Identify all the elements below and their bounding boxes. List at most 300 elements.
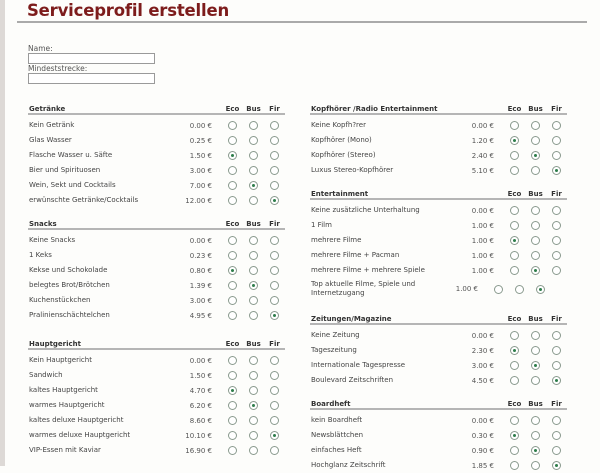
section-header	[28, 336, 285, 350]
option-price: 0.00 €	[471, 121, 494, 130]
radio-eco[interactable]	[228, 281, 237, 290]
option-row	[28, 263, 285, 278]
radio-bus[interactable]	[249, 121, 258, 130]
option-row	[28, 293, 285, 308]
radio-fir[interactable]	[270, 236, 279, 245]
option-price: 0.00 €	[189, 236, 212, 245]
radio-bus[interactable]	[249, 151, 258, 160]
option-price: 0.23 €	[189, 251, 212, 260]
column-header-fir: Fir	[269, 220, 280, 228]
radio-eco[interactable]	[228, 356, 237, 365]
radio-bus[interactable]	[531, 151, 540, 160]
radio-bus[interactable]	[531, 121, 540, 130]
radio-eco[interactable]	[228, 371, 237, 380]
radio-cell-fir	[546, 136, 567, 145]
radio-fir[interactable]	[270, 166, 279, 175]
radio-cell-fir	[264, 166, 285, 175]
radio-eco[interactable]	[228, 236, 237, 245]
radio-cell-bus	[243, 296, 264, 305]
radio-bus[interactable]	[249, 281, 258, 290]
option-price: 8.60 €	[189, 416, 212, 425]
radio-fir[interactable]	[552, 151, 561, 160]
radio-bus[interactable]	[249, 416, 258, 425]
radio-cell-bus	[509, 285, 530, 294]
radio-cell-bus	[525, 346, 546, 355]
radio-eco[interactable]	[510, 346, 519, 355]
radio-cell-bus	[525, 266, 546, 275]
column-header-eco: Eco	[507, 400, 522, 408]
page-title: Serviceprofil erstellen	[27, 1, 229, 20]
radio-fir[interactable]	[552, 206, 561, 215]
radio-eco[interactable]	[228, 136, 237, 145]
option-row	[28, 118, 285, 133]
radio-eco[interactable]	[228, 121, 237, 130]
radio-cell-bus	[525, 416, 546, 425]
radio-cell-eco	[222, 151, 243, 160]
radio-fir[interactable]	[552, 166, 561, 175]
radio-cell-fir	[546, 446, 567, 455]
radio-cell-fir	[546, 166, 567, 175]
radio-cell-bus	[525, 151, 546, 160]
radio-cell-eco	[504, 221, 525, 230]
section-header	[310, 311, 567, 325]
radio-eco[interactable]	[228, 431, 237, 440]
option-price: 1.00 €	[471, 221, 494, 230]
column-header-fir: Fir	[551, 315, 562, 323]
option-label: Pralinienschächtelchen	[29, 311, 110, 319]
radio-eco[interactable]	[510, 376, 519, 385]
radio-cell-bus	[243, 266, 264, 275]
radio-eco[interactable]	[510, 251, 519, 260]
option-row	[28, 193, 285, 208]
radio-cell-bus	[525, 236, 546, 245]
radio-bus[interactable]	[249, 266, 258, 275]
radio-fir[interactable]	[552, 236, 561, 245]
option-label: warmes Hauptgericht	[29, 401, 105, 409]
radio-cell-fir	[264, 401, 285, 410]
option-label: Newsblättchen	[311, 431, 364, 439]
radio-fir[interactable]	[552, 446, 561, 455]
option-price: 4.95 €	[189, 311, 212, 320]
radio-bus[interactable]	[531, 431, 540, 440]
option-price: 0.90 €	[471, 446, 494, 455]
option-row	[28, 133, 285, 148]
option-row	[310, 358, 567, 373]
radio-cell-bus	[243, 356, 264, 365]
option-label: kaltes Hauptgericht	[29, 386, 98, 394]
radio-eco[interactable]	[510, 361, 519, 370]
radio-eco[interactable]	[228, 166, 237, 175]
option-price: 0.80 €	[189, 266, 212, 275]
radio-fir[interactable]	[270, 151, 279, 160]
radio-fir[interactable]	[270, 311, 279, 320]
radio-cell-bus	[525, 361, 546, 370]
radio-bus[interactable]	[249, 431, 258, 440]
radio-eco[interactable]	[510, 206, 519, 215]
radio-cell-fir	[264, 416, 285, 425]
column-header-bus: Bus	[246, 340, 261, 348]
option-label: einfaches Heft	[311, 446, 362, 454]
section-header	[28, 216, 285, 230]
option-row	[310, 328, 567, 343]
option-price: 3.00 €	[471, 361, 494, 370]
radio-cell-eco	[504, 431, 525, 440]
radio-cell-fir	[546, 431, 567, 440]
option-label: Sandwich	[29, 371, 63, 379]
radio-fir[interactable]	[552, 361, 561, 370]
option-row	[28, 368, 285, 383]
radio-cell-fir	[546, 151, 567, 160]
option-label: mehrere Filme	[311, 236, 362, 244]
option-label: VIP-Essen mit Kaviar	[29, 446, 101, 454]
radio-cell-bus	[243, 181, 264, 190]
radio-eco[interactable]	[510, 236, 519, 245]
radio-eco[interactable]	[510, 136, 519, 145]
radio-bus[interactable]	[531, 416, 540, 425]
radio-cell-fir	[264, 311, 285, 320]
radio-bus[interactable]	[531, 236, 540, 245]
column-header-fir: Fir	[269, 340, 280, 348]
radio-cell-bus	[243, 431, 264, 440]
radio-cell-fir	[264, 266, 285, 275]
radio-eco[interactable]	[228, 296, 237, 305]
option-row	[28, 248, 285, 263]
radio-cell-bus	[243, 196, 264, 205]
radio-cell-eco	[504, 266, 525, 275]
radio-cell-eco	[222, 431, 243, 440]
radio-cell-bus	[525, 221, 546, 230]
radio-cell-fir	[264, 281, 285, 290]
radio-cell-bus	[525, 166, 546, 175]
option-row	[310, 443, 567, 458]
radio-bus[interactable]	[531, 251, 540, 260]
option-label: Kein Getränk	[29, 121, 75, 129]
section-header	[28, 101, 285, 115]
section-header	[310, 186, 567, 200]
radio-cell-eco	[222, 296, 243, 305]
radio-cell-eco	[504, 136, 525, 145]
radio-eco[interactable]	[228, 401, 237, 410]
option-label: Keine Kopfh?rer	[311, 121, 366, 129]
radio-eco[interactable]	[510, 151, 519, 160]
radio-cell-eco	[222, 196, 243, 205]
option-price: 1.00 €	[471, 266, 494, 275]
option-label: Internationale Tagespresse	[311, 361, 406, 369]
option-row	[28, 413, 285, 428]
section-title: Entertainment	[311, 190, 369, 198]
radio-bus[interactable]	[531, 446, 540, 455]
radio-fir[interactable]	[270, 281, 279, 290]
radio-eco[interactable]	[510, 166, 519, 175]
radio-cell-fir	[264, 371, 285, 380]
column-header-eco: Eco	[507, 105, 522, 113]
radio-fir[interactable]	[270, 296, 279, 305]
radio-cell-bus	[243, 446, 264, 455]
radio-bus[interactable]	[531, 346, 540, 355]
radio-bus[interactable]	[531, 221, 540, 230]
radio-fir[interactable]	[270, 181, 279, 190]
section-zeitungen	[310, 311, 567, 388]
section-title: Zeitungen/Magazine	[311, 315, 392, 323]
radio-fir[interactable]	[552, 136, 561, 145]
radio-cell-bus	[243, 371, 264, 380]
radio-cell-bus	[243, 401, 264, 410]
option-label: belegtes Brot/Brötchen	[29, 281, 110, 289]
radio-eco[interactable]	[228, 386, 237, 395]
radio-eco[interactable]	[228, 251, 237, 260]
option-price: 1.50 €	[189, 151, 212, 160]
radio-bus[interactable]	[249, 166, 258, 175]
option-row	[28, 233, 285, 248]
option-label: Bier und Spirituosen	[29, 166, 101, 174]
section-snacks	[28, 216, 285, 323]
radio-bus[interactable]	[249, 296, 258, 305]
option-row	[310, 148, 567, 163]
radio-bus[interactable]	[249, 356, 258, 365]
radio-cell-eco	[222, 371, 243, 380]
radio-eco[interactable]	[510, 416, 519, 425]
radio-bus[interactable]	[249, 136, 258, 145]
radio-cell-fir	[546, 361, 567, 370]
radio-cell-fir	[546, 416, 567, 425]
radio-bus[interactable]	[515, 285, 524, 294]
radio-fir[interactable]	[552, 266, 561, 275]
radio-cell-eco	[222, 136, 243, 145]
radio-cell-eco	[504, 446, 525, 455]
option-price: 5.10 €	[471, 166, 494, 175]
option-price: 0.00 €	[471, 206, 494, 215]
radio-cell-fir	[264, 446, 285, 455]
radio-fir[interactable]	[552, 121, 561, 130]
option-label: Top aktuelle Filme, Spiele und Internetzugang	[311, 280, 416, 297]
option-price: 3.00 €	[189, 166, 212, 175]
radio-cell-bus	[243, 281, 264, 290]
radio-cell-fir	[546, 331, 567, 340]
radio-eco[interactable]	[510, 221, 519, 230]
radio-cell-eco	[504, 121, 525, 130]
radio-cell-eco	[222, 236, 243, 245]
radio-fir[interactable]	[552, 221, 561, 230]
section-hauptgericht	[28, 336, 285, 458]
option-row	[28, 278, 285, 293]
radio-fir[interactable]	[270, 356, 279, 365]
radio-eco[interactable]	[510, 331, 519, 340]
option-label: Boulevard Zeitschriften	[311, 376, 394, 384]
option-label: kein Boardheft	[311, 416, 363, 424]
option-price: 2.40 €	[471, 151, 494, 160]
section-title: Getränke	[29, 105, 66, 113]
radio-bus[interactable]	[531, 136, 540, 145]
radio-bus[interactable]	[531, 266, 540, 275]
radio-cell-fir	[530, 285, 551, 294]
radio-fir[interactable]	[270, 431, 279, 440]
radio-bus[interactable]	[531, 206, 540, 215]
radio-bus[interactable]	[249, 251, 258, 260]
option-price: 6.20 €	[189, 401, 212, 410]
radio-cell-eco	[222, 266, 243, 275]
radio-fir[interactable]	[536, 285, 545, 294]
distance-input[interactable]	[28, 73, 155, 84]
option-price: 12.00 €	[185, 196, 212, 205]
option-price: 1.00 €	[471, 251, 494, 260]
radio-cell-eco	[222, 181, 243, 190]
radio-bus[interactable]	[249, 386, 258, 395]
radio-cell-fir	[546, 346, 567, 355]
left-border-strip	[0, 0, 5, 466]
radio-fir[interactable]	[270, 386, 279, 395]
option-row	[310, 278, 567, 300]
radio-fir[interactable]	[270, 266, 279, 275]
name-label: Name:	[28, 44, 53, 53]
column-header-bus: Bus	[528, 400, 543, 408]
option-label: Keine Zeitung	[311, 331, 360, 339]
radio-fir[interactable]	[270, 446, 279, 455]
radio-cell-fir	[264, 296, 285, 305]
section-title: Kopfhörer /Radio Entertainment	[311, 105, 438, 113]
radio-fir[interactable]	[552, 431, 561, 440]
option-label: warmes deluxe Hauptgericht	[29, 431, 131, 439]
radio-cell-bus	[243, 136, 264, 145]
radio-cell-fir	[264, 136, 285, 145]
radio-eco[interactable]	[510, 121, 519, 130]
radio-fir[interactable]	[552, 331, 561, 340]
option-row	[310, 428, 567, 443]
radio-eco[interactable]	[228, 151, 237, 160]
radio-cell-eco	[504, 376, 525, 385]
radio-cell-fir	[264, 196, 285, 205]
option-row	[28, 163, 285, 178]
radio-cell-eco	[222, 281, 243, 290]
distance-label: Mindeststrecke:	[28, 64, 88, 73]
radio-fir[interactable]	[552, 376, 561, 385]
radio-eco[interactable]	[228, 446, 237, 455]
column-header-bus: Bus	[528, 190, 543, 198]
radio-bus[interactable]	[531, 166, 540, 175]
radio-cell-eco	[222, 416, 243, 425]
option-row	[28, 308, 285, 323]
radio-eco[interactable]	[494, 285, 503, 294]
radio-cell-bus	[525, 136, 546, 145]
option-row	[310, 413, 567, 428]
radio-eco[interactable]	[510, 431, 519, 440]
radio-bus[interactable]	[249, 181, 258, 190]
option-label: Tageszeitung	[311, 346, 357, 354]
option-label: Kuchenstückchen	[29, 296, 91, 304]
name-input[interactable]	[28, 53, 155, 64]
radio-eco[interactable]	[228, 266, 237, 275]
radio-cell-eco	[222, 446, 243, 455]
option-row	[28, 428, 285, 443]
option-price: 0.00 €	[471, 416, 494, 425]
option-label: Flasche Wasser u. Säfte	[29, 151, 113, 159]
radio-fir[interactable]	[270, 121, 279, 130]
option-label: Hochglanz Zeitschrift	[311, 461, 386, 469]
radio-fir[interactable]	[552, 416, 561, 425]
option-row	[310, 163, 567, 178]
radio-eco[interactable]	[510, 446, 519, 455]
radio-fir[interactable]	[270, 401, 279, 410]
option-row	[310, 233, 567, 248]
radio-bus[interactable]	[531, 331, 540, 340]
radio-cell-eco	[222, 386, 243, 395]
radio-bus[interactable]	[249, 196, 258, 205]
radio-bus[interactable]	[249, 311, 258, 320]
radio-bus[interactable]	[531, 376, 540, 385]
radio-eco[interactable]	[228, 311, 237, 320]
option-price: 16.90 €	[185, 446, 212, 455]
radio-cell-eco	[222, 166, 243, 175]
radio-eco[interactable]	[228, 181, 237, 190]
option-label: Kopfhörer (Stereo)	[311, 151, 376, 159]
radio-cell-bus	[243, 166, 264, 175]
radio-bus[interactable]	[249, 371, 258, 380]
column-header-bus: Bus	[246, 105, 261, 113]
radio-fir[interactable]	[270, 196, 279, 205]
section-header	[310, 396, 567, 410]
radio-cell-eco	[504, 416, 525, 425]
radio-bus[interactable]	[249, 446, 258, 455]
radio-fir[interactable]	[270, 136, 279, 145]
option-row	[310, 263, 567, 278]
option-price: 3.00 €	[189, 296, 212, 305]
option-price: 10.10 €	[185, 431, 212, 440]
radio-eco[interactable]	[228, 416, 237, 425]
column-header-eco: Eco	[507, 315, 522, 323]
option-label: erwünschte Getränke/Cocktails	[29, 196, 139, 204]
option-label: 1 Keks	[29, 251, 52, 259]
radio-cell-eco	[504, 251, 525, 260]
radio-fir[interactable]	[552, 251, 561, 260]
option-price: 4.70 €	[189, 386, 212, 395]
section-title: Snacks	[29, 220, 57, 228]
radio-bus[interactable]	[531, 361, 540, 370]
option-price: 1.00 €	[471, 236, 494, 245]
radio-cell-bus	[243, 311, 264, 320]
radio-fir[interactable]	[270, 416, 279, 425]
option-label: mehrere Filme + mehrere Spiele	[311, 266, 425, 274]
radio-eco[interactable]	[228, 196, 237, 205]
option-row	[28, 178, 285, 193]
section-header	[310, 101, 567, 115]
radio-cell-bus	[525, 251, 546, 260]
column-header-bus: Bus	[528, 105, 543, 113]
radio-cell-bus	[525, 121, 546, 130]
radio-bus[interactable]	[249, 401, 258, 410]
option-label: kaltes deluxe Hauptgericht	[29, 416, 124, 424]
option-label: Luxus Stereo-Kopfhörer	[311, 166, 394, 174]
radio-eco[interactable]	[510, 266, 519, 275]
radio-bus[interactable]	[249, 236, 258, 245]
radio-fir[interactable]	[270, 371, 279, 380]
option-price: 0.25 €	[189, 136, 212, 145]
radio-cell-fir	[264, 151, 285, 160]
radio-fir[interactable]	[552, 346, 561, 355]
column-header-eco: Eco	[225, 105, 240, 113]
radio-cell-eco	[504, 206, 525, 215]
radio-cell-eco	[488, 285, 509, 294]
radio-cell-eco	[504, 166, 525, 175]
section-getraenke	[28, 101, 285, 208]
option-price: 2.30 €	[471, 346, 494, 355]
option-row	[28, 443, 285, 458]
radio-cell-fir	[264, 251, 285, 260]
radio-cell-fir	[264, 386, 285, 395]
option-row	[310, 203, 567, 218]
column-header-bus: Bus	[246, 220, 261, 228]
radio-fir[interactable]	[270, 251, 279, 260]
radio-cell-eco	[222, 251, 243, 260]
radio-cell-fir	[546, 236, 567, 245]
